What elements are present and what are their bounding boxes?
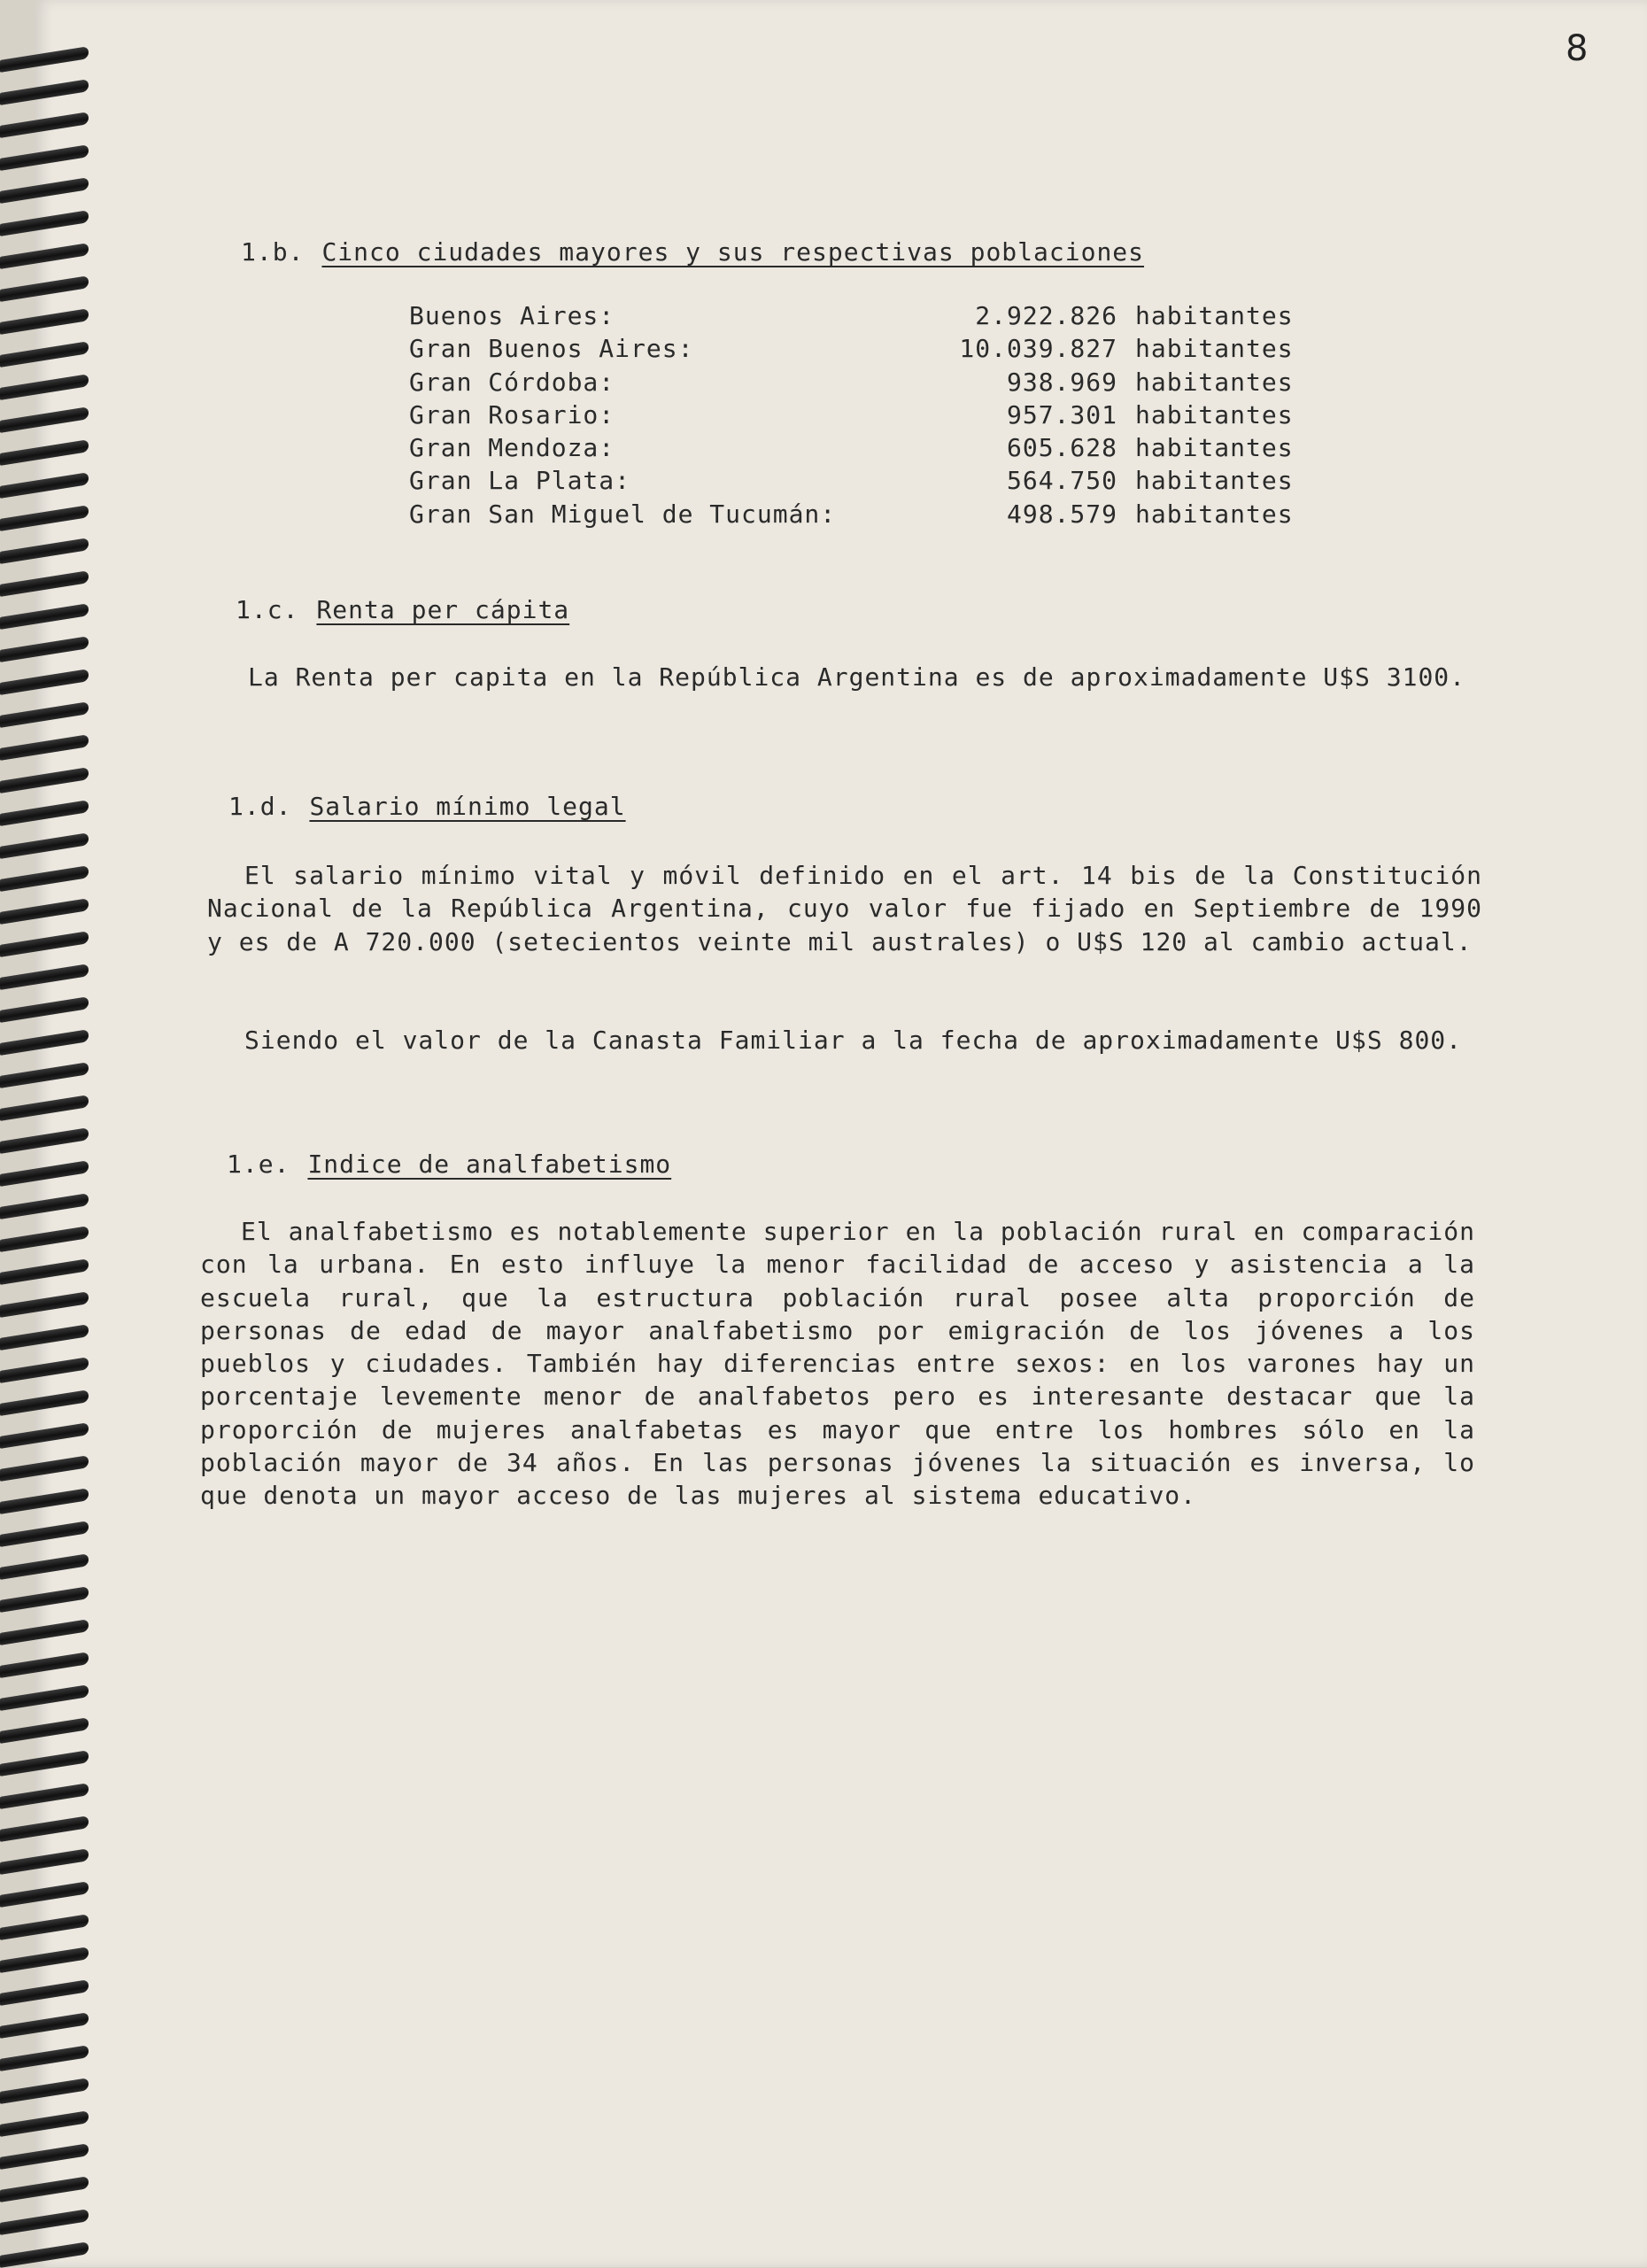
city-unit: habitantes [1135,301,1294,330]
spiral-coil [0,636,89,662]
section-e-number: 1.e. [227,1149,290,1179]
spiral-coil [0,406,89,433]
spiral-coil [0,1783,89,1809]
spiral-coil [0,1914,89,1940]
section-d-text-2: Siendo el valor de la Canasta Familiar a la fecha de aproximadamente U$S 800. [244,1026,1463,1055]
spiral-coil [0,931,89,957]
spiral-coil [0,505,89,531]
section-e-heading [227,1149,671,1179]
section-b-title: Cinco ciudades mayores y sus respectivas poblaciones [321,237,1145,267]
spiral-coil [0,1258,89,1285]
spiral-coil [0,2078,89,2104]
city-population: 564.750 [1006,466,1117,496]
spiral-coil [0,1521,89,1547]
spiral-coil [0,341,89,368]
spiral-coil [0,2143,89,2170]
city-name: Gran Rosario: [409,399,615,430]
city-unit: habitantes [1135,367,1294,397]
section-d-text-1: El salario mínimo vital y móvil definido en el art. 14 bis de la Constitución Nacional de la República Argentina, cuyo valor fue fijado en Septiembre de 1990 y es de A 720.000 (setecientos veinte mil australes) o U$S 120 al cambio actual. [207,861,1482,956]
page-number: 8 [1566,28,1589,69]
spiral-coil [0,1750,89,1776]
spiral-coil [0,144,89,171]
city-population: 938.969 [1006,367,1117,397]
spiral-coil [0,1422,89,1449]
spiral-coil [0,439,89,466]
city-name: Gran Córdoba: [409,367,615,397]
section-c-number: 1.c. [236,595,299,624]
spiral-coil [0,1095,89,1121]
spiral-coil [0,2045,89,2071]
spiral-coil [0,1848,89,1875]
section-b-heading [241,237,1144,267]
spiral-coil [0,275,89,302]
spiral-coil [0,1127,89,1154]
spiral-coil [0,1062,89,1088]
spiral-coil [0,79,89,105]
section-d-heading [228,792,626,821]
spiral-coil [0,1029,89,1056]
document-page [35,0,1647,2267]
spiral-coil [0,996,89,1023]
spiral-coil [0,1684,89,1711]
spiral-coil [0,374,89,400]
city-population: 2.922.826 [975,301,1117,330]
spiral-coil [0,1553,89,1580]
spiral-coil [0,2241,89,2268]
city-population: 605.628 [1006,433,1117,463]
spiral-coil [0,1324,89,1351]
spiral-coil [0,1357,89,1383]
spiral-coil [0,1979,89,2006]
spiral-coil [0,800,89,826]
spiral-binding [0,0,97,2267]
spiral-coil [0,2176,89,2202]
spiral-coil [0,701,89,728]
spiral-coil [0,2012,89,2039]
section-d-title: Salario mínimo legal [309,792,626,821]
spiral-coil [0,1815,89,1842]
city-unit: habitantes [1135,433,1294,463]
spiral-coil [0,1193,89,1219]
city-unit: habitantes [1135,334,1294,364]
spiral-coil [0,1881,89,1908]
spiral-coil [0,669,89,695]
spiral-coil [0,603,89,630]
spiral-coil [0,1455,89,1482]
spiral-coil [0,1226,89,1252]
spiral-coil [0,767,89,793]
section-d-number: 1.d. [228,792,292,821]
section-e-text: El analfabetismo es notablemente superior en la población rural en comparación con la urbana. En esto influye la menor facilidad de acceso y asistencia a la escuela rural, que la estructura población rural posee alta proporción de personas de edad de mayor analfabetismo por emigración de los jóvenes a los pueblos y ciudades. También hay diferencias entre sexos: en los varones hay un porcentaje levemente menor de analfabetos pero es interesante destacar que la proporción de mujeres analfabetas es mayor que entre los hombres sólo en la población mayor de 34 años. En las personas jóvenes la situación es inversa, lo que denota un mayor acceso de las mujeres al sistema educativo. [200,1217,1475,1511]
spiral-coil [0,1291,89,1318]
spiral-coil [0,898,89,925]
spiral-coil [0,1619,89,1645]
section-c-text: La Renta per capita en la República Argentina es de aproximadamente U$S 3100. [248,662,1466,692]
city-unit: habitantes [1135,499,1294,529]
spiral-coil [0,2110,89,2137]
spiral-coil [0,865,89,892]
spiral-coil [0,1652,89,1678]
spiral-coil [0,472,89,499]
section-c-title: Renta per cápita [316,595,570,624]
spiral-coil [0,734,89,761]
spiral-coil [0,46,89,73]
city-unit: habitantes [1135,466,1294,496]
spiral-coil [0,2209,89,2235]
city-name: Buenos Aires: [409,301,615,330]
spiral-coil [0,177,89,204]
spiral-coil [0,1488,89,1514]
city-unit: habitantes [1135,399,1294,430]
spiral-coil [0,832,89,859]
city-population: 957.301 [1006,399,1117,430]
section-b-number: 1.b. [241,237,305,267]
spiral-coil [0,1160,89,1187]
city-population: 10.039.827 [959,334,1117,364]
city-name: Gran San Miguel de Tucumán: [409,499,837,529]
city-name: Gran La Plata: [409,466,631,496]
spiral-coil [0,964,89,990]
section-c-heading [236,595,569,624]
spiral-coil [0,538,89,564]
spiral-coil [0,243,89,269]
spiral-coil [0,570,89,597]
spiral-coil [0,1389,89,1416]
spiral-coil [0,308,89,335]
section-e-title: Indice de analfabetismo [307,1149,672,1179]
city-population: 498.579 [1006,499,1117,529]
city-name: Gran Mendoza: [409,433,615,463]
spiral-coil [0,1947,89,1973]
spiral-coil [0,112,89,138]
city-name: Gran Buenos Aires: [409,334,694,364]
spiral-coil [0,210,89,236]
spiral-coil [0,1586,89,1613]
spiral-coil [0,1717,89,1744]
